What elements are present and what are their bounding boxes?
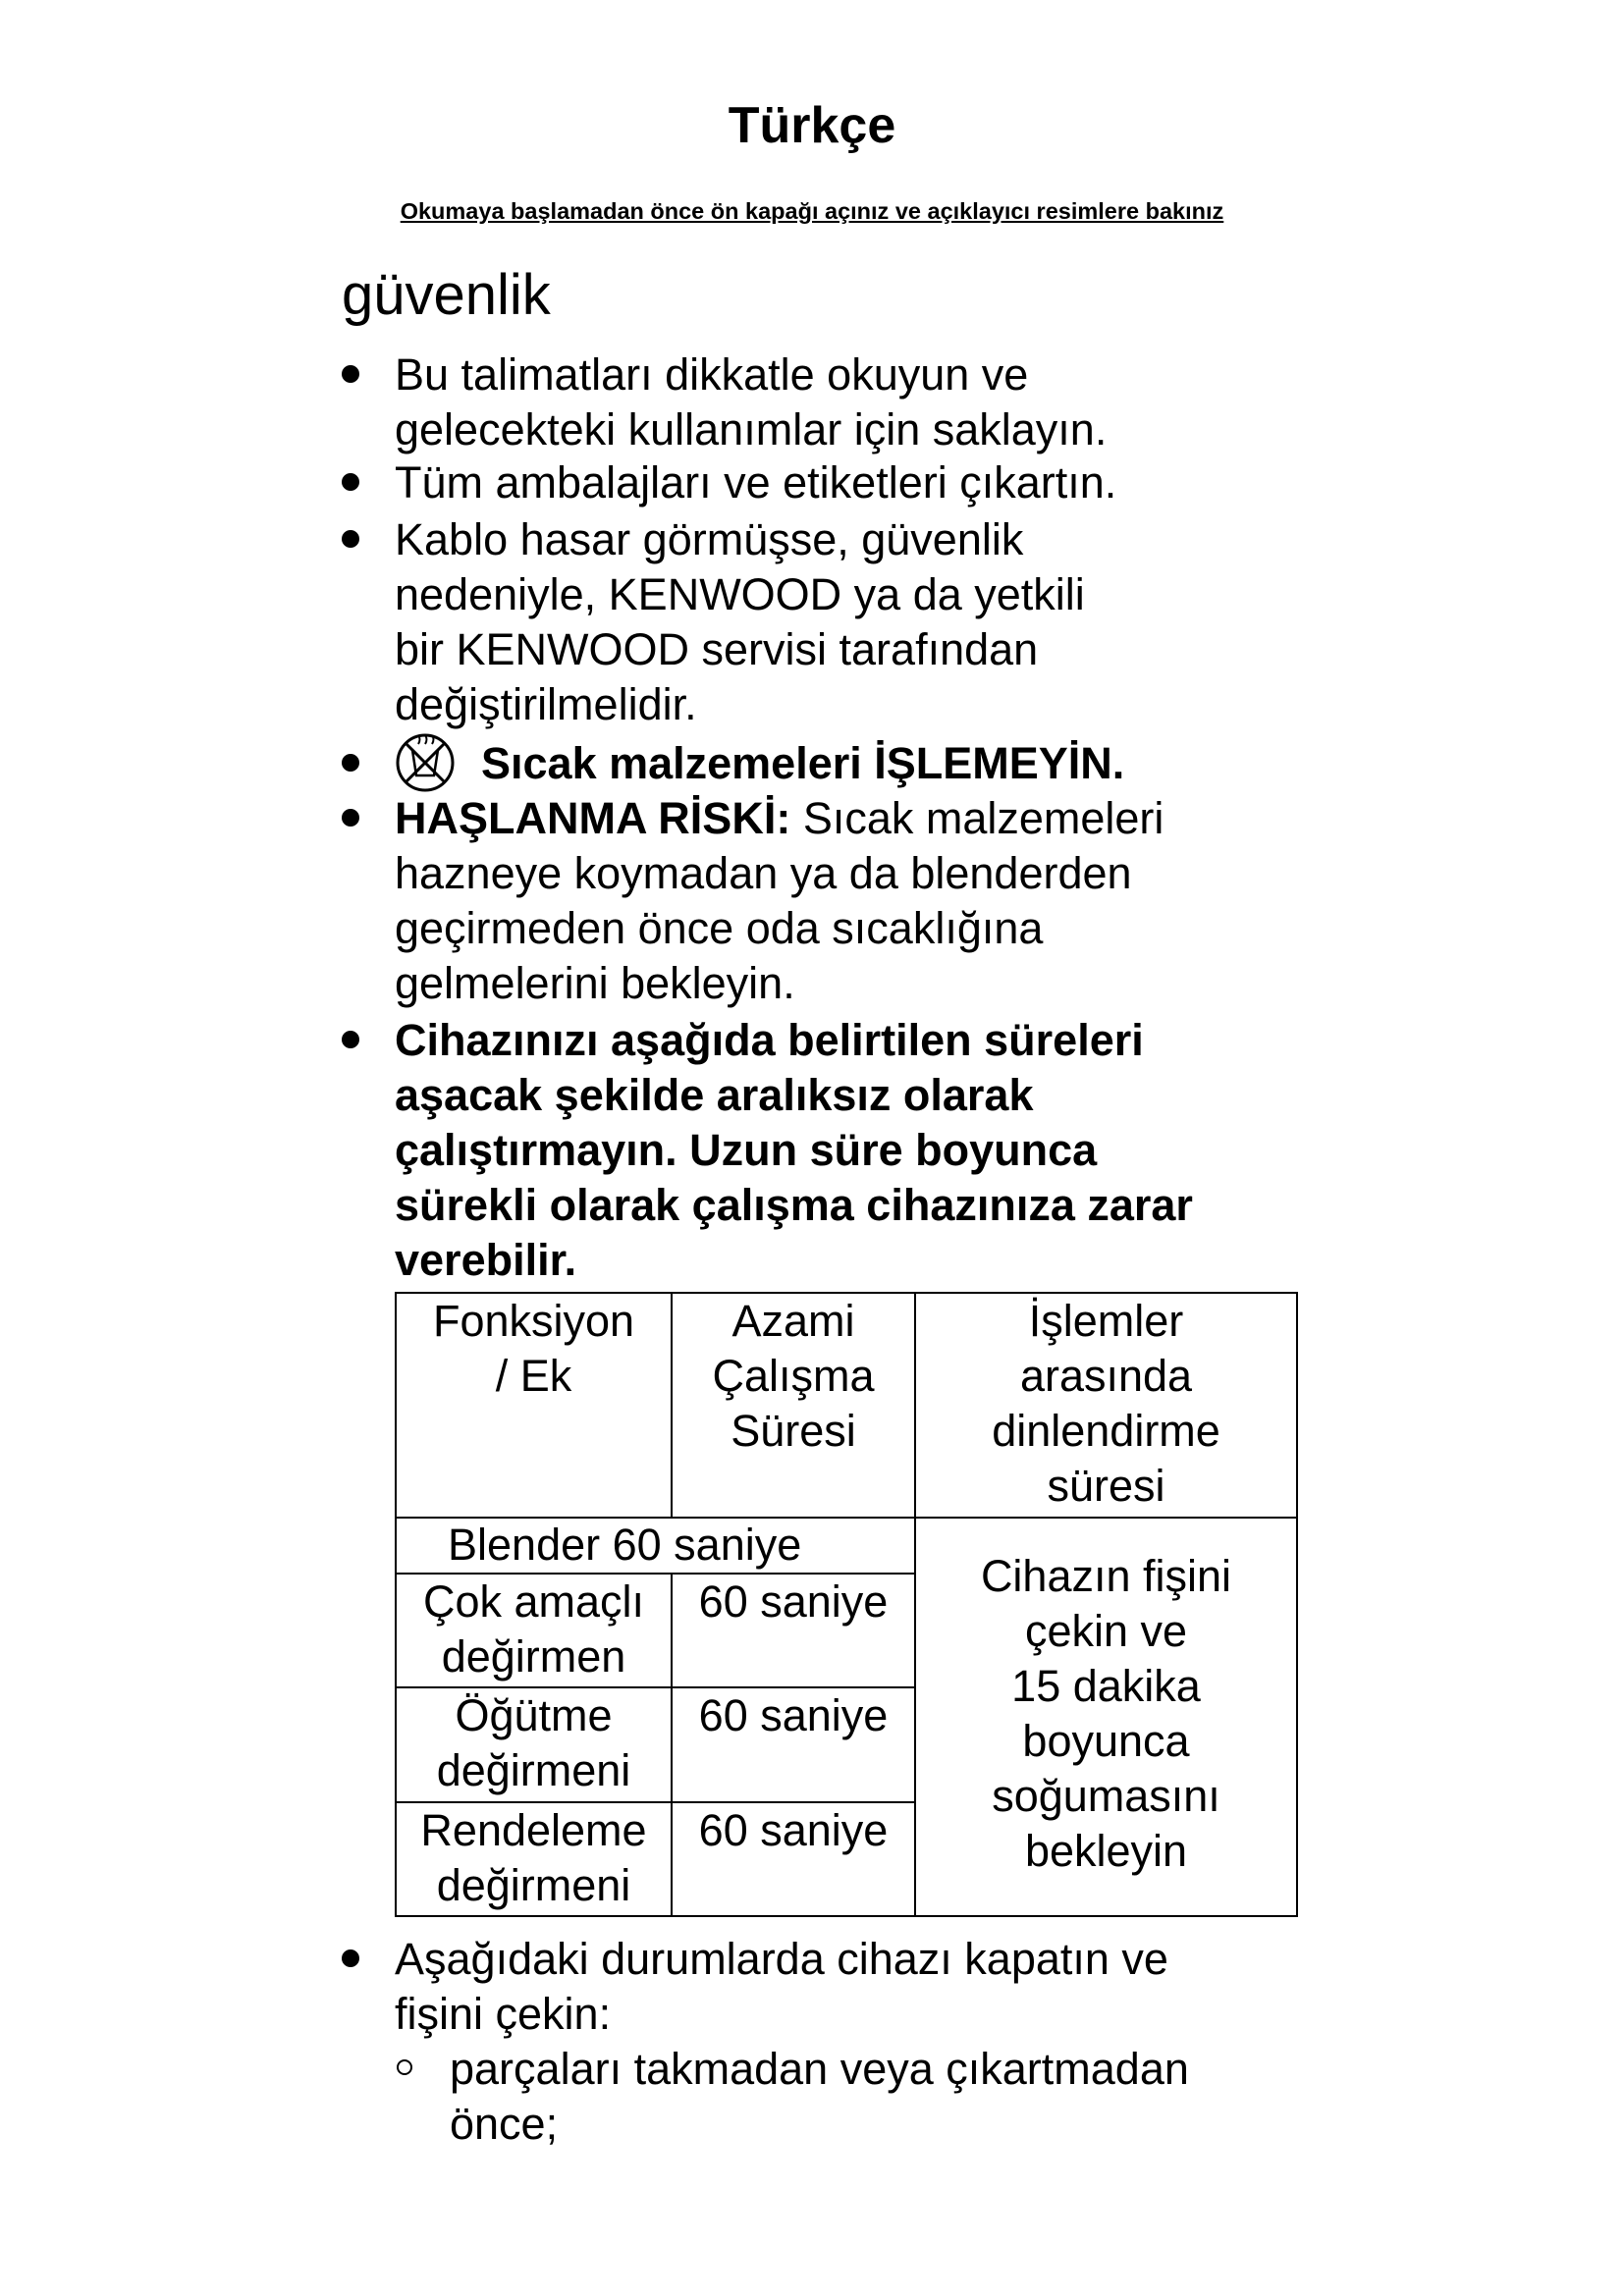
bullet-5-line-3: geçirmeden önce oda sıcaklığına: [395, 903, 1044, 953]
bullet-3-line-3: bir KENWOOD servisi tarafından: [395, 624, 1039, 674]
bullet-dot: [342, 530, 359, 548]
bullet-3-line-2: nedeniyle, KENWOOD ya da yetkili: [395, 569, 1085, 619]
bullet-dot: [342, 1949, 359, 1967]
bullet-dot: [342, 809, 359, 827]
bullet-7-line-2: fişini çekin:: [395, 1989, 612, 2039]
bullet-1-line-2: gelecekteki kullanımlar için saklayın.: [395, 404, 1108, 454]
table-row-3-name: Rendeleme değirmeni: [420, 1805, 647, 1910]
rest-instructions: Cihazın fişini çekin ve 15 dakika boyunca soğumasını bekleyin: [980, 1551, 1232, 1876]
bullet-6-line-2: aşacak şekilde aralıksız olarak: [395, 1070, 1034, 1120]
bullet-6-line-5: verebilir.: [395, 1235, 577, 1285]
table-row-2-name: Öğütme değirmeni: [436, 1690, 631, 1795]
bullet-3-line-1: Kablo hasar görmüşse, güvenlik: [395, 514, 1024, 564]
bullet-6-line-4: sürekli olarak çalışma cihazınıza zarar: [395, 1180, 1193, 1230]
no-hot-ingredients-icon: [395, 732, 456, 793]
table-row-1-name: Çok amaçlı değirmen: [422, 1576, 645, 1682]
header-rest-time: İşlemler arasında dinlendirme süresi: [992, 1296, 1220, 1511]
table-row-2-time: 60 saniye: [698, 1690, 889, 1740]
sub-bullet-circle: [397, 2059, 412, 2075]
scald-risk-label: HAŞLANMA RİSKİ:: [395, 793, 791, 843]
page-title: Türkçe: [728, 97, 896, 154]
bullet-2-line-1: Tüm ambalajları ve etiketleri çıkartın.: [395, 457, 1117, 507]
bullet-6-line-3: çalıştırmayın. Uzun süre boyunca: [395, 1125, 1098, 1175]
table-border: [395, 1915, 1298, 1917]
bullet-1-line-1: Bu talimatları dikkatle okuyun ve: [395, 349, 1029, 400]
bullet-dot: [342, 365, 359, 383]
table-row-1-time: 60 saniye: [698, 1576, 889, 1627]
bullet-5-line-2: hazneye koymadan ya da blenderden: [395, 848, 1132, 898]
section-title: güvenlik: [342, 263, 551, 327]
bullet-3-line-4: değiştirilmelidir.: [395, 679, 697, 729]
sub-bullet-1-line-1: parçaları takmadan veya çıkartmadan: [450, 2044, 1189, 2094]
bullet-5-line-1-rest: Sıcak malzemeleri: [790, 793, 1164, 843]
table-row-3-time: 60 saniye: [698, 1805, 889, 1855]
header-function: Fonksiyon / Ek: [432, 1296, 635, 1401]
bullet-dot: [342, 754, 359, 772]
bullet-dot: [342, 473, 359, 491]
bullet-5-line-4: gelmelerini bekleyin.: [395, 958, 795, 1008]
bullet-4-text: Sıcak malzemeleri İŞLEMEYİN.: [481, 738, 1125, 788]
bullet-7-line-1: Aşağıdaki durumlarda cihazı kapatın ve: [395, 1934, 1168, 1984]
bullet-5-line-1: [395, 791, 1164, 846]
blender-row: Blender 60 saniye: [448, 1520, 802, 1570]
bullet-6-line-1: Cihazınızı aşağıda belirtilen süreleri: [395, 1015, 1144, 1065]
page-subtitle: Okumaya başlamadan önce ön kapağı açınız ve açıklayıcı resimlere bakınız: [400, 198, 1224, 224]
sub-bullet-1-line-2: önce;: [450, 2099, 559, 2149]
table-border: [1296, 1292, 1298, 1917]
bullet-dot: [342, 1031, 359, 1048]
header-max-time: Azami Çalışma Süresi: [712, 1296, 875, 1456]
